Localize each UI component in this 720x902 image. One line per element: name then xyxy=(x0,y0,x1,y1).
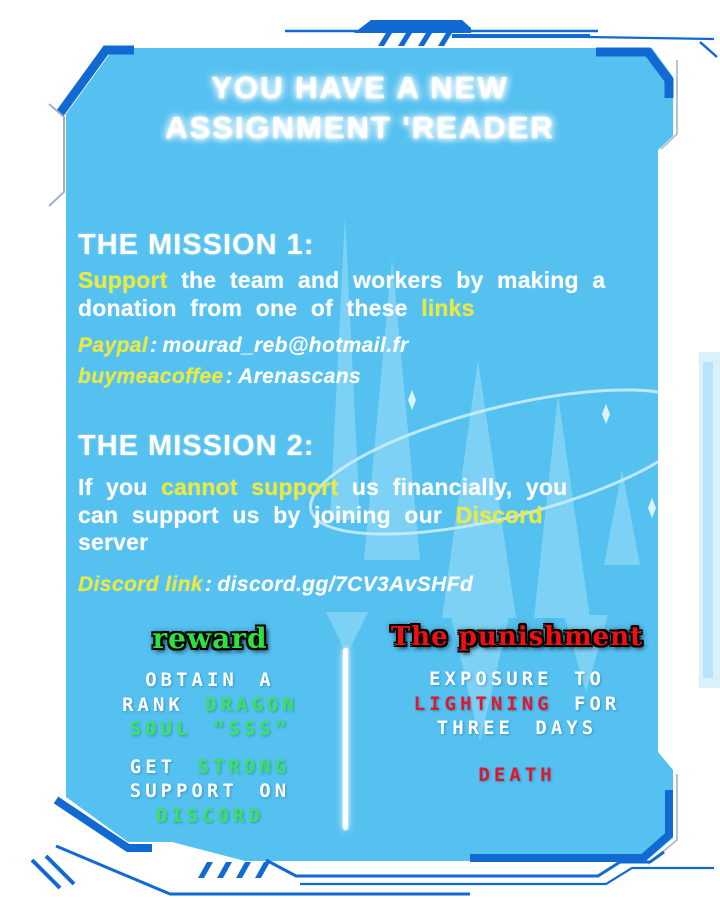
mission1-line2-rest: donation from one of these xyxy=(78,294,422,321)
punishment-column xyxy=(386,622,648,787)
mission2-heading: THE MISSION 2: xyxy=(78,430,315,462)
mission2-line1-pre: If you xyxy=(78,474,162,500)
punishment-header: The punishment xyxy=(390,622,644,652)
reward-header: reward xyxy=(152,622,268,655)
reward-line4-green: STRONG xyxy=(197,755,291,778)
reward-line-2 xyxy=(82,693,338,718)
reward-line-6: DISCORD xyxy=(155,804,265,827)
paypal-line xyxy=(78,334,408,358)
reward-line-3: SOUL “SSS” xyxy=(129,718,291,740)
highlight-support: Support xyxy=(78,267,168,293)
right-margin-glow-core xyxy=(703,362,713,678)
reward-line4-white: GET xyxy=(129,755,198,778)
reward-block-1 xyxy=(82,668,338,742)
punishment-death xyxy=(386,763,648,788)
reward-line-1: OBTAIN A xyxy=(145,669,275,691)
punishment-line-3: THREE DAYS xyxy=(436,717,598,739)
mission1-line1-rest: the team and workers by making a xyxy=(167,267,606,293)
buymeacoffee-name: Arenascans xyxy=(238,365,362,388)
punishment-line2-red: LIGHTNING xyxy=(413,692,553,715)
left-bracket-detail xyxy=(49,104,64,206)
reward-line-5: SUPPORT ON xyxy=(129,780,291,802)
column-divider xyxy=(343,648,348,830)
title-line-1: YOU HAVE A NEW xyxy=(211,70,509,105)
reward-block-2 xyxy=(82,755,338,829)
paypal-label: Paypal xyxy=(78,334,149,357)
punishment-line-1: EXPOSURE TO xyxy=(429,668,605,690)
reward-line2-green: DRAGON xyxy=(205,693,298,716)
paypal-colon: : xyxy=(150,334,158,357)
mission1-body-line1 xyxy=(78,267,653,295)
buymeacoffee-colon: : xyxy=(225,365,234,388)
buymeacoffee-label: buymeacoffee xyxy=(78,365,224,388)
punishment-line2-white: FOR xyxy=(552,692,621,715)
discord-colon: : xyxy=(205,573,213,596)
reward-line2-white: RANK xyxy=(122,693,206,716)
discord-link-label: Discord link xyxy=(78,573,203,596)
reward-column xyxy=(82,622,338,828)
mission2-line2-pre: can support us by joining our xyxy=(78,501,456,528)
discord-link-line xyxy=(78,573,473,597)
mission1-heading: THE MISSION 1: xyxy=(78,229,315,261)
page-title xyxy=(70,68,650,148)
mission1-body-line2 xyxy=(78,295,653,323)
mission2-body-line1 xyxy=(78,474,653,502)
discord-invite-url: discord.gg/7CV3AvSHFd xyxy=(217,573,474,596)
death-label: DEATH xyxy=(478,763,556,786)
mission2-body-line3: server xyxy=(78,529,149,555)
buymeacoffee-line xyxy=(78,365,361,389)
punishment-line-2 xyxy=(386,692,648,717)
mission2-body-line2 xyxy=(78,502,653,530)
paypal-address: mourad_reb@hotmail.fr xyxy=(162,334,409,357)
top-slash-marks xyxy=(378,33,452,46)
title-line-2: ASSIGNMENT 'READER xyxy=(165,110,555,145)
punishment-block xyxy=(386,667,648,741)
highlight-cannot-support: cannot support xyxy=(161,474,339,500)
mission2-line1-post: us financially, you xyxy=(338,474,568,500)
bottom-slash-marks xyxy=(198,862,270,878)
highlight-discord: Discord xyxy=(455,501,543,528)
mission2-body xyxy=(78,474,653,557)
mission1-body xyxy=(78,267,653,322)
reward-line-4 xyxy=(82,755,338,780)
highlight-links: links xyxy=(421,294,475,321)
